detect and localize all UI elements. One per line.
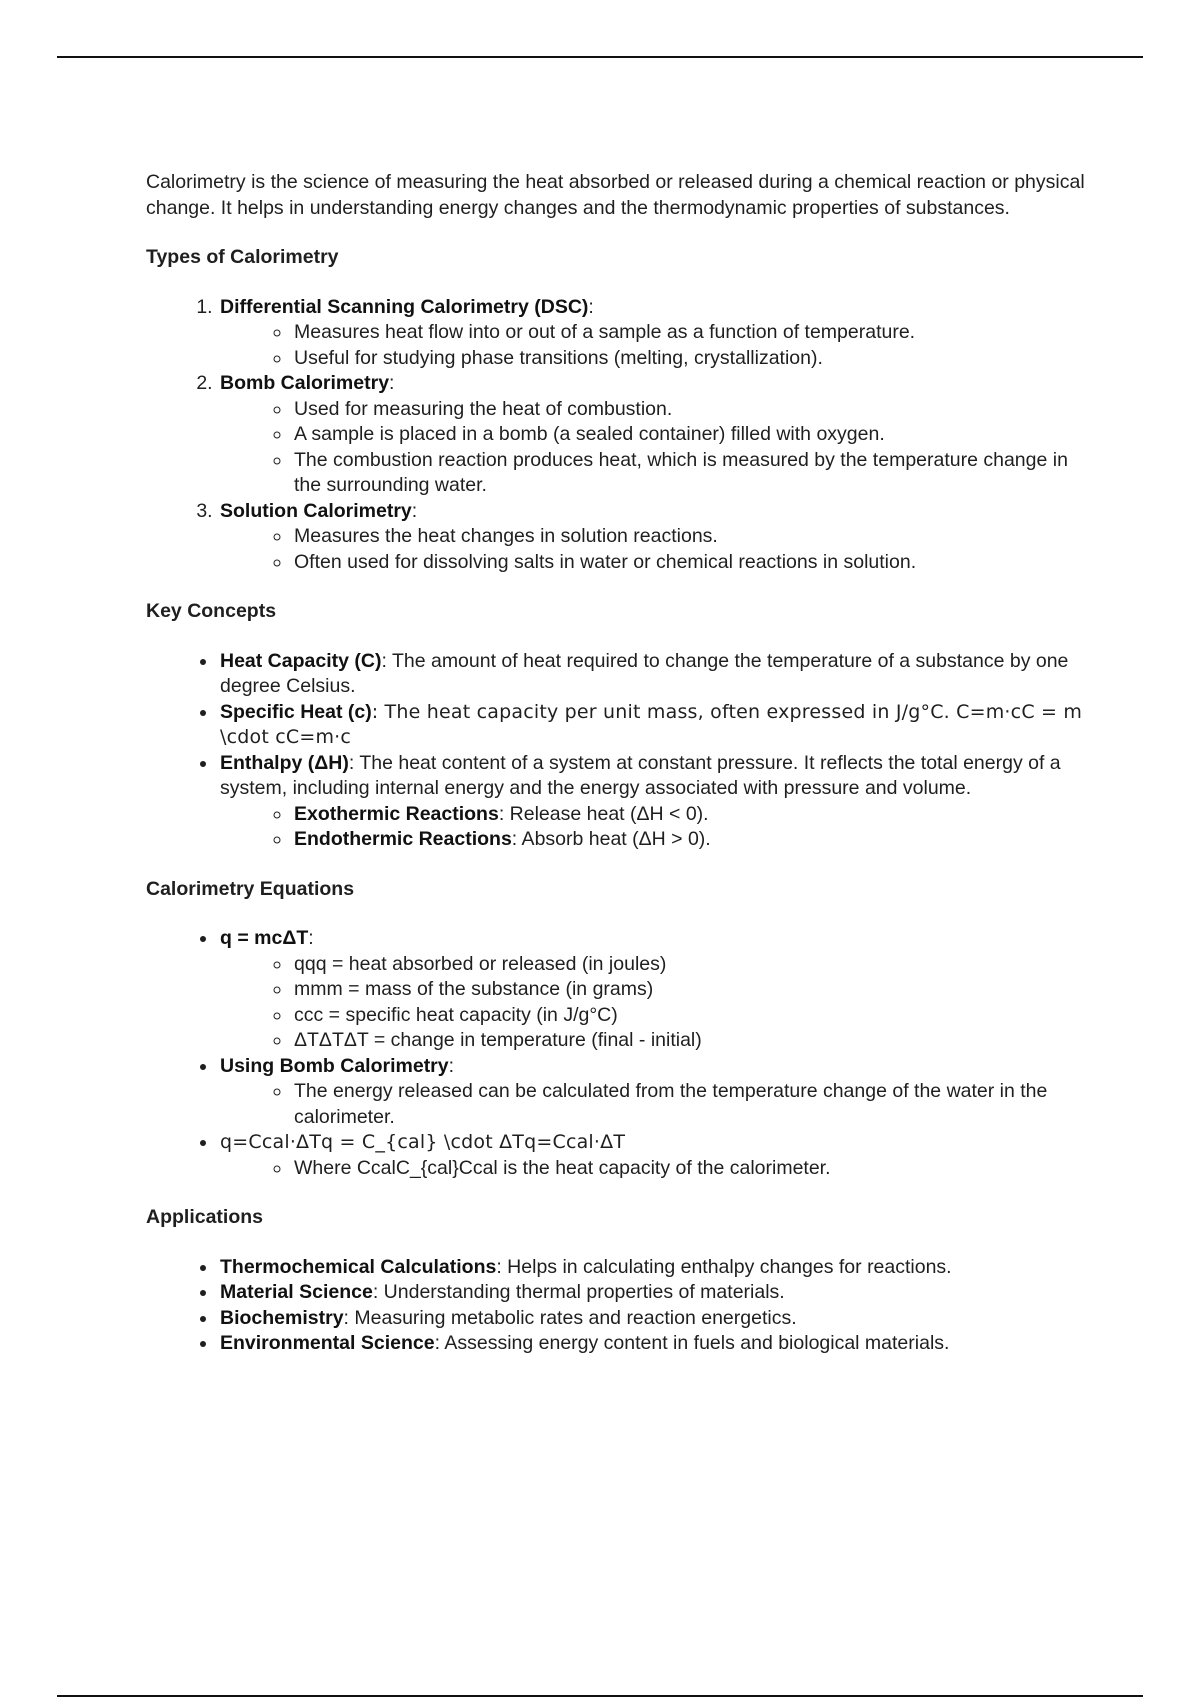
list-item — [218, 1130, 1096, 1181]
item-title: Material Science — [220, 1281, 373, 1303]
list-item — [218, 1255, 1096, 1281]
footer-rule — [57, 1695, 1143, 1697]
list-item — [218, 499, 1096, 576]
sub-list — [220, 802, 1096, 853]
sub-item: ◦ Often used for dissolving salts in water or chemical reactions in solution. — [292, 550, 1096, 576]
sub-item: ◦ Measures the heat changes in solution reactions. — [292, 524, 1096, 550]
sub-item: ◦ ΔTΔTΔT = change in temperature (final - initial) — [292, 1028, 1096, 1054]
section-heading-types: Types of Calorimetry — [146, 246, 339, 268]
list-item — [218, 1054, 1096, 1131]
item-title: q = mcΔT — [220, 927, 309, 949]
list-item — [218, 295, 1096, 372]
item-title: Differential Scanning Calorimetry (DSC) — [220, 295, 589, 318]
item-text: : Assessing energy content in fuels and biological materials. — [434, 1332, 950, 1354]
item-suffix: : — [588, 295, 594, 318]
item-text: : Absorb heat (ΔH > 0). — [511, 828, 711, 850]
item-title: Heat Capacity (C) — [220, 649, 382, 672]
item-title: Using Bomb Calorimetry — [220, 1054, 449, 1077]
item-title: Exothermic Reactions — [294, 802, 499, 825]
intro-paragraph: Calorimetry is the science of measuring the heat absorbed or released during a chemical reaction or physical change. It helps in understanding energy changes and the thermodynamic properties of substances. — [146, 171, 1085, 219]
list-item — [218, 700, 1096, 751]
item-title: Thermochemical Calculations — [220, 1255, 497, 1278]
item-title: Bomb Calorimetry — [220, 372, 390, 394]
sub-item — [292, 827, 1096, 853]
item-title: Solution Calorimetry — [220, 499, 412, 522]
item-text: : The amount of heat required to change the temperature of a substance by one degree Celsius. — [220, 649, 1069, 697]
sub-list — [220, 1156, 1096, 1182]
list-item — [218, 649, 1096, 700]
list-item — [218, 371, 1096, 499]
sub-list — [220, 397, 1096, 499]
sub-item: ◦ The energy released can be calculated from the temperature change of the water in the calorimeter. — [292, 1079, 1096, 1130]
item-title: Specific Heat (c) — [220, 700, 372, 723]
sub-item: ◦ qqq = heat absorbed or released (in joules) — [292, 952, 1096, 978]
list-item — [218, 1280, 1096, 1306]
section-heading-equations: Calorimetry Equations — [146, 877, 355, 900]
item-text: : Release heat (ΔH < 0). — [498, 802, 709, 825]
sub-item: ◦ The combustion reaction produces heat, which is measured by the temperature change in the surrounding water. — [292, 448, 1096, 499]
list-item — [218, 751, 1096, 853]
sub-list — [220, 524, 1096, 575]
sub-item: ◦ Where CcalC_{cal}Ccal is the heat capacity of the calorimeter. — [292, 1156, 1096, 1182]
equations-list — [146, 926, 1096, 1181]
document-body — [146, 170, 1096, 1381]
sub-item — [292, 802, 1096, 828]
section-heading-applications: Applications — [146, 1206, 264, 1228]
sub-item: ◦ Useful for studying phase transitions (melting, crystallization). — [292, 346, 1096, 372]
sub-list — [220, 320, 1096, 371]
item-text: : The heat content of a system at constant pressure. It reflects the total energy of a system, including internal energy and the energy associated with pressure and volume. — [220, 751, 1061, 799]
item-title: Biochemistry — [220, 1306, 344, 1329]
item-text: : Understanding thermal properties of materials. — [372, 1281, 785, 1303]
sub-list — [220, 1079, 1096, 1130]
item-title: Enthalpy (ΔH) — [220, 751, 349, 774]
types-list — [146, 295, 1096, 576]
sub-list — [220, 952, 1096, 1054]
item-suffix: : — [448, 1054, 455, 1077]
item-suffix: : — [411, 499, 418, 522]
header-rule — [57, 56, 1143, 58]
sub-item: ◦ mmm = mass of the substance (in grams) — [292, 977, 1096, 1003]
item-title: Endothermic Reactions — [294, 828, 512, 850]
applications-list — [146, 1255, 1096, 1357]
sub-item: ◦ Used for measuring the heat of combustion. — [292, 397, 1096, 423]
item-title: Environmental Science — [220, 1332, 435, 1354]
item-text: : The heat capacity per unit mass, often expressed in J/g°C. C=m·cC = m \cdot cC=m·c — [220, 700, 1083, 748]
sub-item: ◦ ccc = specific heat capacity (in J/g°C) — [292, 1003, 1096, 1029]
list-item — [218, 1331, 1096, 1357]
item-text: : Measuring metabolic rates and reaction energetics. — [343, 1306, 797, 1329]
list-item — [218, 1306, 1096, 1332]
section-heading-concepts: Key Concepts — [146, 600, 277, 622]
formula-text: q=Ccal·ΔTq = C_{cal} \cdot ΔTq=Ccal·ΔT — [220, 1131, 626, 1153]
sub-item: ◦ Measures heat flow into or out of a sample as a function of temperature. — [292, 320, 1096, 346]
list-item — [218, 926, 1096, 1054]
sub-item: ◦ A sample is placed in a bomb (a sealed container) filled with oxygen. — [292, 422, 1096, 448]
item-suffix: : — [389, 372, 395, 394]
item-text: : Helps in calculating enthalpy changes for reactions. — [496, 1255, 952, 1278]
item-suffix: : — [308, 927, 314, 949]
concepts-list — [146, 649, 1096, 853]
